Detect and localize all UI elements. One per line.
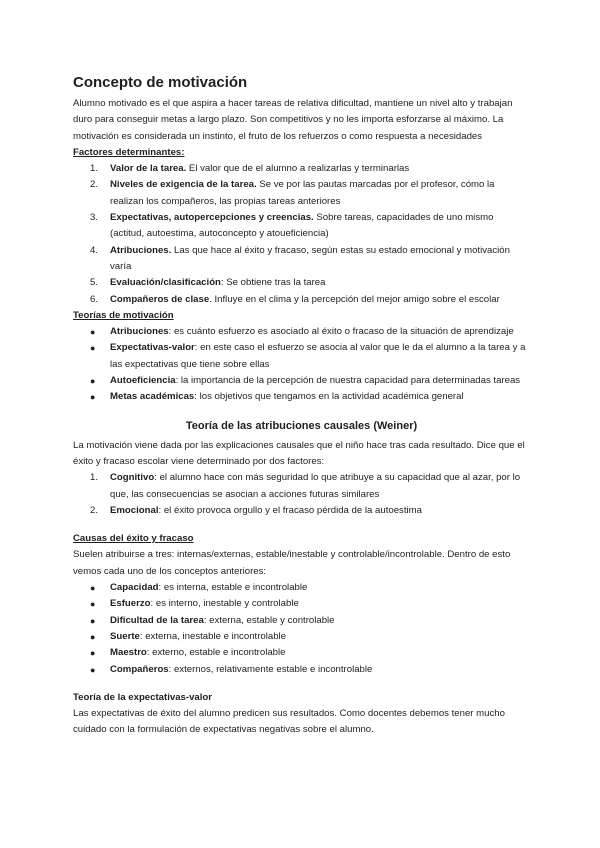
teorias-heading: Teorías de motivación	[73, 309, 174, 321]
list-item: 2. Niveles de exigencia de la tarea. Se ve por las pautas marcadas por el profesor, cómo la realizan los compañeros, las propias tareas anteriores	[90, 179, 495, 207]
atribuciones-list	[73, 470, 530, 519]
page-title: Concepto de motivación	[73, 74, 248, 91]
bullet-icon: ●	[90, 583, 96, 594]
list-item: ● Compañeros: externos, relativamente estable e incontrolable	[73, 662, 530, 678]
bullet-icon: ●	[90, 664, 96, 675]
causas-heading: Causas del éxito y fracaso	[73, 533, 194, 545]
list-item: ● Capacidad: es interna, estable e incontrolable	[73, 580, 530, 596]
factores-list	[73, 161, 530, 308]
bullet-icon: ●	[90, 327, 96, 338]
bullet-icon: ●	[90, 648, 96, 659]
list-item: ● Dificultad de la tarea: externa, estable y controlable	[73, 613, 530, 629]
list-item: 4. Atribuciones. Las que hace al éxito y fracaso, según estas su estado emocional y motivación varía	[90, 244, 510, 272]
list-item: 3. Expectativas, autopercepciones y creencias. Sobre tareas, capacidades de uno mismo (actitud, autoestima, autoconcepto y atoueficiencia)	[90, 212, 494, 240]
list-item: 2. Emocional: el éxito provoca orgullo y el fracaso pérdida de la autoestima	[90, 504, 422, 516]
list-item: ● Expectativas-valor: en este caso el esfuerzo se asocia al valor que le da el alumno a la tarea y a las expectativas que tiene sobre ellas	[90, 342, 526, 370]
expectativas-heading: Teoría de la expectativas-valor	[73, 691, 212, 703]
teorias-list	[73, 324, 530, 405]
atribuciones-heading: Teoría de las atribuciones causales (Weiner)	[185, 419, 418, 432]
list-item: ● Suerte: externa, inestable e incontrolable	[73, 629, 530, 645]
atribuciones-paragraph: La motivación viene dada por las explicaciones causales que el niño hace tras cada resultado. Dice que el éxito y fracaso escolar viene determinado por dos factores:	[73, 439, 525, 467]
list-item: ● Autoeficiencia: la importancia de la percepción de nuestra capacidad para determinadas tareas	[73, 373, 530, 389]
intro-paragraph: Alumno motivado es el que aspira a hacer tareas de relativa dificultad, mantiene un nivel alto y trabajan duro para conseguir metas a largo plazo. Son competitivos y no les importa esforzarse al máximo. La motivación es considerada un instinto, el fruto de los refuerzos o como respuesta a necesidades	[73, 98, 513, 142]
bullet-icon: ●	[90, 599, 96, 610]
list-item: ● Esfuerzo: es interno, inestable y controlable	[73, 596, 530, 612]
list-item: ● Maestro: externo, estable e incontrolable	[73, 645, 530, 661]
bullet-icon: ●	[90, 376, 96, 387]
bullet-icon: ●	[90, 392, 96, 403]
list-item: 5. Evaluación/clasificación: Se obtiene tras la tarea	[90, 277, 326, 289]
list-item: ● Metas académicas: los objetivos que tengamos en la actividad académica general	[73, 389, 530, 405]
bullet-icon: ●	[90, 631, 96, 642]
expectativas-paragraph: Las expectativas de éxito del alumno predicen sus resultados. Como docentes debemos tener mucho cuidado con la formulación de expectativas negativas sobre el alumno.	[73, 708, 505, 736]
causas-paragraph: Suelen atribuirse a tres: internas/externas, estable/inestable y controlable/incontrolable. Dentro de esto vemos cada uno de los conceptos anteriores:	[73, 549, 511, 577]
bullet-icon: ●	[90, 615, 96, 626]
causas-list	[73, 580, 530, 678]
list-item: 1. Cognitivo: el alumno hace con más seguridad lo que atribuye a su capacidad que al azar, por lo que, las consecuencias se asocian a acciones futuras similares	[90, 472, 521, 500]
list-item: 1. Valor de la tarea. El valor que de el alumno a realizarlas y terminarlas	[90, 163, 410, 175]
list-item: ● Atribuciones: es cuánto esfuerzo es asociado al éxito o fracaso de la situación de aprendizaje	[73, 324, 530, 340]
list-item: 6. Compañeros de clase. Influye en el clima y la percepción del mejor amigo sobre el escolar	[90, 293, 500, 305]
bullet-icon: ●	[90, 343, 96, 354]
factores-heading: Factores determinantes:	[73, 146, 185, 158]
